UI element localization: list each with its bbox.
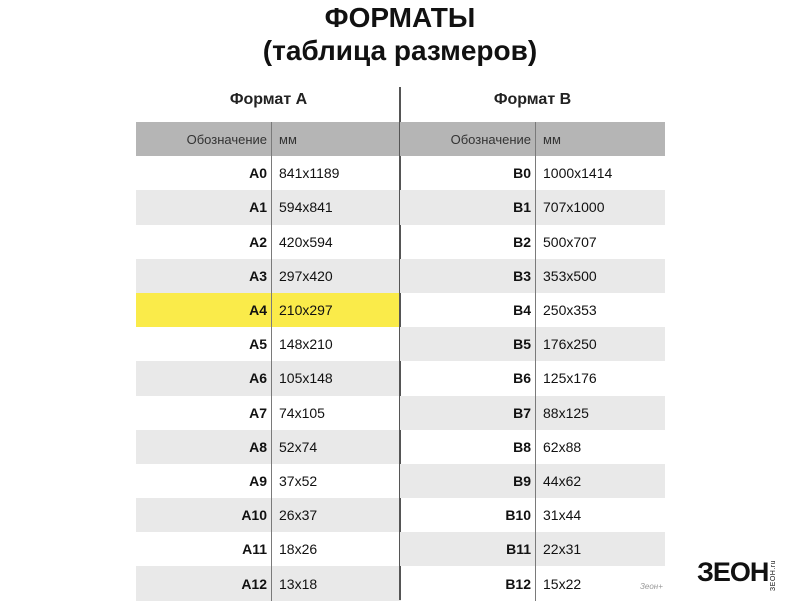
format-label: A5 [249,336,267,353]
format-size: 250x353 [536,293,666,327]
table-header-row [136,122,401,156]
format-size: 18x26 [272,532,402,566]
format-size: 22x31 [536,532,666,566]
format-size: 52x74 [272,430,402,464]
format-size: 1000x1414 [536,156,666,190]
table-row [400,259,665,293]
format-label: A8 [136,430,272,464]
format-label: B12 [505,575,531,592]
table-row [136,498,401,532]
format-size: 353x500 [536,259,666,293]
table-row [400,156,665,190]
format-size: 500x707 [536,225,666,259]
table-row [400,327,665,361]
format-label: B6 [513,370,531,387]
format-label: A1 [136,190,272,224]
table-row [136,430,401,464]
format-label: A9 [249,472,267,489]
format-b-table [400,122,665,601]
table-row [136,464,401,498]
format-size: 210x297 [272,293,402,327]
table-row [136,225,401,259]
table-row [136,396,401,430]
format-size: 297x420 [272,259,402,293]
page-title: ФОРМАТЫ [324,2,476,33]
format-size: 15x22 [536,566,666,600]
format-label: A10 [136,498,272,532]
format-label: B7 [400,396,536,430]
format-label: B3 [400,259,536,293]
format-label: A12 [136,566,272,600]
format-size: 420x594 [272,225,402,259]
format-label: A3 [136,259,272,293]
format-label: B9 [400,464,536,498]
table-row [400,566,665,600]
format-size: 105x148 [272,361,402,395]
format-size: 88x125 [536,396,666,430]
format-a-title: Формат А [229,91,308,108]
column-header-label: Обозначение [400,122,536,156]
format-size: 594x841 [272,190,402,224]
table-row [136,259,401,293]
table-row [136,361,401,395]
format-label: B4 [513,302,531,319]
table-row [400,498,665,532]
format-size: 26x37 [272,498,402,532]
format-label: B2 [513,233,531,250]
format-size: 44x62 [536,464,666,498]
format-label: B10 [505,507,531,524]
format-label: B8 [513,438,531,455]
format-a-panel [136,88,401,592]
format-size: 62x88 [536,430,666,464]
format-label: A7 [249,404,267,421]
table-header-row [400,122,665,156]
table-row [400,361,665,395]
table-row [400,396,665,430]
format-size: 148x210 [272,327,402,361]
column-header-mm: мм [536,122,666,156]
brand-logo: ЗЕОН [697,557,769,587]
table-row [400,430,665,464]
format-b-title: Формат В [493,91,572,108]
brand-logo-subtext: ЗЕОН.ru [770,560,777,592]
format-size: 707x1000 [536,190,666,224]
format-label: A6 [136,361,272,395]
table-row-highlighted [136,293,401,327]
table-row [400,190,665,224]
table-row [136,156,401,190]
table-row [136,327,401,361]
table-row [136,532,401,566]
table-row [400,225,665,259]
format-a-table [136,122,401,601]
format-label: A2 [249,233,267,250]
format-size: 31x44 [536,498,666,532]
format-size: 176x250 [536,327,666,361]
format-label: B11 [400,532,536,566]
table-row [400,532,665,566]
format-label: A4 [136,293,272,327]
format-size: 74x105 [272,396,402,430]
format-size: 13x18 [272,566,402,600]
format-size: 37x52 [272,464,402,498]
page-subtitle: (таблица размеров) [262,35,538,66]
format-label: B0 [513,165,531,182]
column-header-label: Обозначение [136,122,272,156]
table-row [400,293,665,327]
format-label: B1 [400,190,536,224]
table-row [400,464,665,498]
format-label: B5 [400,327,536,361]
table-row [136,190,401,224]
format-size: 125x176 [536,361,666,395]
watermark: Зеон+ [640,582,663,591]
format-size: 841x1189 [272,156,402,190]
format-label: A0 [249,165,267,182]
column-header-mm: мм [272,122,402,156]
table-row [136,566,401,600]
format-label: A11 [242,541,267,558]
